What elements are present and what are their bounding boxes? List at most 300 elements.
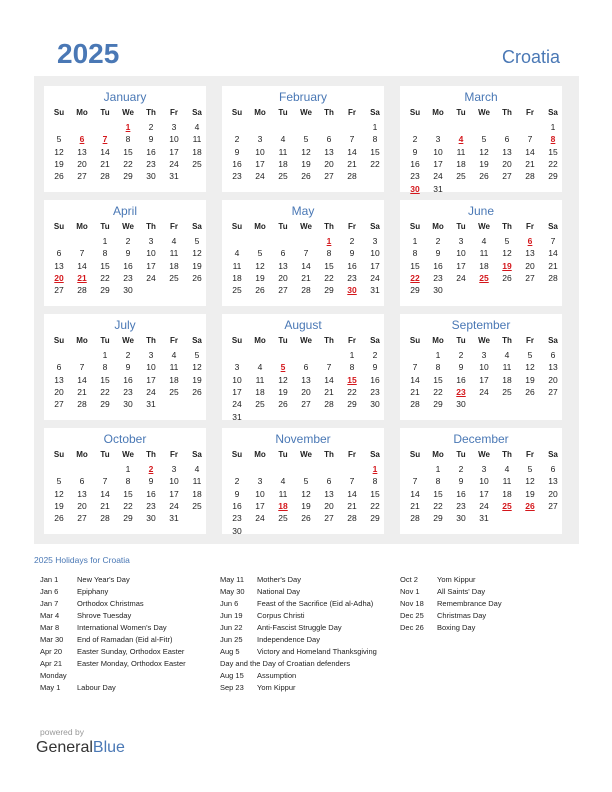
calendar-day: 8 (435, 476, 441, 487)
calendar-day: 14 (347, 488, 357, 499)
calendar-day: 13 (278, 260, 288, 271)
holiday-day: 30 (410, 183, 420, 194)
calendar-day: 17 (456, 260, 466, 271)
calendar-day: 13 (324, 146, 334, 157)
calendar-day: 28 (548, 272, 558, 283)
weekday-header: Su (409, 336, 421, 345)
month-name: September (451, 318, 511, 332)
holiday-name: Easter Sunday, Orthodox Easter (77, 647, 185, 656)
calendar-day: 30 (123, 399, 133, 410)
holiday-name: New Year's Day (77, 575, 130, 584)
calendar-day: 18 (169, 260, 179, 271)
month-may (222, 200, 384, 306)
calendar-day: 15 (100, 374, 110, 385)
calendar-day: 6 (280, 248, 286, 259)
weekday-header: Su (231, 108, 243, 117)
month-name: December (453, 432, 509, 446)
calendar-day: 10 (169, 134, 179, 145)
calendar-day: 15 (410, 260, 420, 271)
calendar-day: 23 (410, 171, 420, 182)
holidays-title: 2025 Holidays for Croatia (34, 555, 130, 565)
month-december (400, 428, 562, 534)
holiday-name: Yom Kippur (257, 683, 296, 692)
calendar-day: 19 (525, 488, 535, 499)
calendar-day: 26 (278, 399, 288, 410)
weekday-header: Sa (370, 450, 380, 459)
calendar-day: 14 (548, 248, 558, 259)
calendar-day: 28 (77, 285, 87, 296)
calendar-day: 5 (56, 134, 62, 145)
calendar-day: 31 (370, 285, 380, 296)
calendar-day: 7 (349, 476, 355, 487)
calendar-day: 18 (502, 374, 512, 385)
calendar-day: 27 (548, 500, 558, 511)
calendar-day: 16 (123, 260, 133, 271)
calendar-day: 15 (433, 374, 443, 385)
calendar-day: 21 (347, 158, 357, 169)
calendar-day: 24 (433, 171, 443, 182)
calendar-day: 1 (102, 350, 108, 360)
calendar-day: 10 (255, 146, 265, 157)
calendar-day: 14 (77, 260, 87, 271)
holiday-day: 5 (280, 362, 286, 373)
calendar-day: 1 (349, 350, 355, 360)
calendar-day: 15 (123, 488, 133, 499)
calendar-day: 3 (257, 476, 263, 487)
calendar-day: 22 (433, 500, 443, 511)
calendar-day: 16 (370, 374, 380, 385)
calendar-day: 19 (192, 260, 202, 271)
calendar-day: 1 (550, 122, 556, 132)
holiday-day: 25 (479, 272, 489, 283)
holiday-day: 30 (347, 285, 357, 296)
weekday-header: Tu (100, 450, 110, 459)
calendar-day: 17 (232, 386, 242, 397)
holiday-date: Oct 2 (400, 575, 418, 584)
calendar-day: 18 (255, 386, 265, 397)
calendar-day: 26 (479, 171, 489, 182)
weekday-header: Tu (456, 336, 466, 345)
holiday-name: Christmas Day (437, 611, 487, 620)
calendar-day: 5 (481, 134, 487, 145)
weekday-header: We (122, 108, 134, 117)
calendar-day: 31 (169, 513, 179, 524)
calendar-day: 7 (303, 248, 309, 259)
weekday-header: Fr (348, 222, 356, 231)
weekday-header: Fr (348, 336, 356, 345)
calendar-day: 25 (192, 158, 202, 169)
calendar-day: 7 (412, 476, 418, 487)
holiday-day: 1 (125, 122, 131, 132)
calendar-day: 12 (525, 362, 535, 373)
calendar-day: 7 (79, 248, 85, 259)
calendar-day: 13 (301, 374, 311, 385)
calendar-day: 26 (301, 171, 311, 182)
weekday-header: Fr (348, 450, 356, 459)
calendar-day: 15 (324, 260, 334, 271)
calendar-day: 25 (192, 500, 202, 511)
calendar-day: 6 (504, 134, 510, 145)
calendar-day: 25 (278, 513, 288, 524)
calendar-day: 1 (102, 236, 108, 246)
calendar-day: 25 (169, 272, 179, 283)
calendar-day: 12 (278, 374, 288, 385)
calendar-day: 23 (347, 272, 357, 283)
calendar-day: 8 (412, 248, 418, 259)
calendar-day: 10 (255, 488, 265, 499)
brand-logo[interactable] (36, 739, 125, 757)
calendar-day: 11 (232, 260, 242, 271)
calendar-day: 17 (479, 488, 489, 499)
calendar-day: 7 (550, 236, 556, 246)
weekday-header: Sa (548, 450, 558, 459)
calendar-day: 28 (100, 171, 110, 182)
calendar-day: 10 (433, 146, 443, 157)
weekday-header: Th (146, 450, 156, 459)
weekday-header: Sa (370, 336, 380, 345)
calendar-day: 28 (410, 513, 420, 524)
calendar-day: 27 (278, 285, 288, 296)
calendar-day: 8 (102, 248, 108, 259)
holiday-date: Mar 30 (40, 635, 64, 644)
calendar-day: 16 (232, 500, 242, 511)
holiday-name: Yom Kippur (437, 575, 476, 584)
calendar-day: 5 (194, 350, 200, 360)
calendar-day: 8 (125, 476, 131, 487)
weekday-header: We (300, 222, 312, 231)
calendar-day: 25 (278, 171, 288, 182)
holiday-date: May 30 (220, 587, 245, 596)
calendar-day: 20 (548, 488, 558, 499)
calendar-day: 5 (303, 476, 309, 487)
month-name: May (291, 204, 315, 218)
calendar-day: 15 (123, 146, 133, 157)
weekday-header: Th (324, 222, 334, 231)
calendar-day: 29 (433, 513, 443, 524)
calendar-day: 12 (192, 362, 202, 373)
weekday-header: Th (324, 336, 334, 345)
weekday-header: Mo (254, 222, 266, 231)
calendar-day: 10 (146, 248, 156, 259)
calendar-day: 5 (56, 476, 62, 487)
calendar-day: 8 (349, 362, 355, 373)
calendar-day: 13 (502, 146, 512, 157)
calendar-day: 30 (370, 399, 380, 410)
powered-by: powered by (40, 727, 84, 737)
weekday-header: We (300, 108, 312, 117)
holiday-name: End of Ramadan (Eid al-Fitr) (77, 635, 173, 644)
calendar-day: 16 (347, 260, 357, 271)
calendar-day: 28 (347, 513, 357, 524)
calendar-day: 19 (301, 158, 311, 169)
calendar-day: 11 (502, 476, 512, 487)
calendar-day: 29 (100, 285, 110, 296)
calendar-day: 22 (100, 272, 110, 283)
calendar-day: 6 (550, 464, 556, 474)
weekday-header: Fr (170, 108, 178, 117)
holiday-date: Aug 15 (220, 671, 244, 680)
calendar-day: 15 (548, 146, 558, 157)
calendar-day: 29 (433, 399, 443, 410)
month-name: June (467, 204, 495, 218)
holiday-day: 20 (54, 272, 64, 283)
calendar-day: 19 (255, 272, 265, 283)
calendar-day: 24 (255, 171, 265, 182)
calendar-day: 1 (372, 122, 378, 132)
calendar-day: 12 (192, 248, 202, 259)
weekday-header: Tu (100, 108, 110, 117)
holiday-name: Anti-Fascist Struggle Day (257, 623, 342, 632)
calendar-day: 18 (502, 488, 512, 499)
calendar-day: 31 (169, 171, 179, 182)
calendar-day: 24 (255, 513, 265, 524)
calendar-day: 26 (301, 513, 311, 524)
calendar-day: 3 (481, 464, 487, 474)
calendar-day: 29 (100, 399, 110, 410)
weekday-header: Fr (526, 222, 534, 231)
calendar-day: 22 (433, 386, 443, 397)
calendar-day: 1 (435, 350, 441, 360)
weekday-header: Mo (76, 222, 88, 231)
calendar-day: 7 (79, 362, 85, 373)
calendar-day: 2 (349, 236, 355, 246)
calendar-day: 2 (125, 236, 131, 246)
holiday-date: Nov 18 (400, 599, 424, 608)
calendar-day: 20 (502, 158, 512, 169)
calendar-day: 5 (303, 134, 309, 145)
calendar-day: 22 (123, 500, 133, 511)
calendar-day: 7 (102, 476, 108, 487)
calendar-day: 26 (525, 386, 535, 397)
calendar-day: 26 (54, 171, 64, 182)
calendar-day: 9 (435, 248, 441, 259)
calendar-day: 21 (324, 386, 334, 397)
calendar-day: 20 (548, 374, 558, 385)
weekday-header: We (478, 108, 490, 117)
calendar-day: 30 (146, 513, 156, 524)
calendar-day: 2 (458, 350, 464, 360)
calendar-day: 30 (232, 525, 242, 536)
calendar-day: 17 (169, 146, 179, 157)
calendar-day: 31 (232, 411, 242, 422)
calendar-day: 14 (410, 374, 420, 385)
calendar-day: 17 (479, 374, 489, 385)
holiday-name: International Women's Day (77, 623, 167, 632)
calendar-day: 11 (502, 362, 512, 373)
month-july (44, 314, 206, 420)
calendar-day: 9 (234, 146, 240, 157)
country-title: Croatia (501, 47, 560, 67)
weekday-header: Th (502, 336, 512, 345)
weekday-header: Sa (548, 222, 558, 231)
calendar-day: 28 (77, 399, 87, 410)
calendar-day: 21 (525, 158, 535, 169)
calendar-day: 18 (278, 158, 288, 169)
calendar-day: 29 (123, 513, 133, 524)
calendar-day: 26 (502, 272, 512, 283)
month-name: February (278, 90, 328, 104)
calendar-day: 4 (194, 464, 200, 474)
calendar-day: 18 (479, 260, 489, 271)
calendar-day: 25 (255, 399, 265, 410)
calendar-day: 5 (527, 350, 533, 360)
calendar-day: 13 (77, 488, 87, 499)
weekday-header: Su (231, 336, 243, 345)
calendar-day: 30 (123, 285, 133, 296)
calendar-day: 5 (527, 464, 533, 474)
weekday-header: Mo (76, 450, 88, 459)
calendar-day: 17 (146, 374, 156, 385)
weekday-header: Tu (456, 222, 466, 231)
weekday-header: Tu (456, 450, 466, 459)
calendar-day: 23 (433, 272, 443, 283)
calendar-day: 4 (481, 236, 487, 246)
calendar-day: 6 (79, 476, 85, 487)
calendar-day: 19 (525, 374, 535, 385)
calendar-day: 6 (326, 476, 332, 487)
calendar-day: 9 (372, 362, 378, 373)
calendar-day: 24 (232, 399, 242, 410)
weekday-header: Th (146, 222, 156, 231)
calendar-day: 29 (548, 171, 558, 182)
calendar-day: 5 (257, 248, 263, 259)
calendar-day: 19 (54, 500, 64, 511)
calendar-day: 18 (192, 146, 202, 157)
calendar-day: 19 (278, 386, 288, 397)
calendar-day: 1 (435, 464, 441, 474)
weekday-header: Mo (254, 336, 266, 345)
calendar-day: 9 (458, 476, 464, 487)
calendar-day: 3 (171, 122, 177, 132)
calendar-day: 1 (125, 464, 131, 474)
calendar-day: 4 (280, 134, 286, 145)
holiday-name: Epiphany (77, 587, 109, 596)
calendar-day: 2 (148, 122, 154, 132)
calendar-day: 16 (410, 158, 420, 169)
holiday-name: Independence Day (257, 635, 320, 644)
calendar-day: 16 (232, 158, 242, 169)
calendar-day: 8 (125, 134, 131, 145)
weekday-header: Th (502, 450, 512, 459)
weekday-header: Mo (76, 108, 88, 117)
calendar-day: 28 (525, 171, 535, 182)
calendar-day: 20 (278, 272, 288, 283)
weekday-header: Mo (254, 450, 266, 459)
calendar-day: 22 (347, 386, 357, 397)
calendar-day: 12 (525, 476, 535, 487)
calendar-day: 2 (372, 350, 378, 360)
holiday-name: Orthodox Christmas (77, 599, 144, 608)
calendar-day: 28 (301, 285, 311, 296)
holiday-date: Apr 20 (40, 647, 63, 656)
weekday-header: Tu (278, 222, 288, 231)
calendar-day: 4 (257, 362, 263, 373)
calendar-day: 24 (479, 386, 489, 397)
calendar-day: 20 (324, 500, 334, 511)
brand-general: General (36, 739, 93, 756)
holiday-date: Day and the Day of Croatian defenders (220, 659, 351, 668)
calendar-day: 14 (525, 146, 535, 157)
weekday-header: Tu (456, 108, 466, 117)
calendar-day: 14 (324, 374, 334, 385)
calendar-day: 6 (56, 248, 62, 259)
calendar-day: 28 (410, 399, 420, 410)
calendar-day: 8 (372, 476, 378, 487)
calendar-day: 19 (54, 158, 64, 169)
weekday-header: We (300, 450, 312, 459)
calendar-day: 10 (479, 362, 489, 373)
calendar-day: 24 (146, 386, 156, 397)
holiday-day: 22 (410, 272, 420, 283)
calendar-day: 27 (301, 399, 311, 410)
month-august (222, 314, 384, 420)
calendar-day: 5 (194, 236, 200, 246)
weekday-header: We (122, 222, 134, 231)
calendar-day: 15 (100, 260, 110, 271)
weekday-header: Mo (432, 222, 444, 231)
calendar-day: 12 (54, 146, 64, 157)
calendar-day: 14 (301, 260, 311, 271)
calendar-day: 22 (123, 158, 133, 169)
calendar-day: 16 (456, 374, 466, 385)
weekday-header: Th (502, 108, 512, 117)
calendar-day: 15 (433, 488, 443, 499)
calendar-day: 16 (123, 374, 133, 385)
calendar-day: 17 (146, 260, 156, 271)
calendar-day: 13 (324, 488, 334, 499)
weekday-header: Sa (548, 108, 558, 117)
holiday-name: Corpus Christi (257, 611, 305, 620)
month-june (400, 200, 562, 306)
calendar-day: 30 (456, 399, 466, 410)
holiday-date: Aug 5 (220, 647, 240, 656)
calendar-day: 26 (192, 272, 202, 283)
holiday-date: Apr 21 (40, 659, 63, 668)
calendar-day: 22 (370, 158, 380, 169)
weekday-header: Su (53, 336, 65, 345)
holiday-date: Jun 25 (220, 635, 243, 644)
calendar-day: 23 (123, 272, 133, 283)
calendar-day: 10 (169, 476, 179, 487)
calendar-day: 12 (301, 146, 311, 157)
holiday-name: National Day (257, 587, 300, 596)
calendar-day: 4 (504, 350, 510, 360)
holiday-day: 7 (102, 134, 108, 145)
holiday-name: Labour Day (77, 683, 116, 692)
weekday-header: Sa (192, 336, 202, 345)
calendar-day: 16 (456, 488, 466, 499)
calendar-day: 9 (412, 146, 418, 157)
weekday-header: Sa (370, 108, 380, 117)
weekday-header: Su (231, 450, 243, 459)
calendar-day: 31 (479, 513, 489, 524)
calendar-day: 3 (372, 236, 378, 246)
calendar-day: 20 (77, 158, 87, 169)
holiday-day: 21 (77, 272, 87, 283)
calendar-day: 22 (548, 158, 558, 169)
holiday-day: 4 (458, 134, 464, 145)
holiday-name: Assumption (257, 671, 297, 680)
calendar-day: 31 (433, 183, 443, 194)
calendar-day: 27 (77, 171, 87, 182)
month-april (44, 200, 206, 306)
holiday-date: Jun 6 (220, 599, 239, 608)
calendar-day: 18 (169, 374, 179, 385)
calendar-day: 24 (169, 158, 179, 169)
calendar-day: 9 (125, 248, 131, 259)
calendar-day: 17 (433, 158, 443, 169)
calendar-day: 7 (326, 362, 332, 373)
